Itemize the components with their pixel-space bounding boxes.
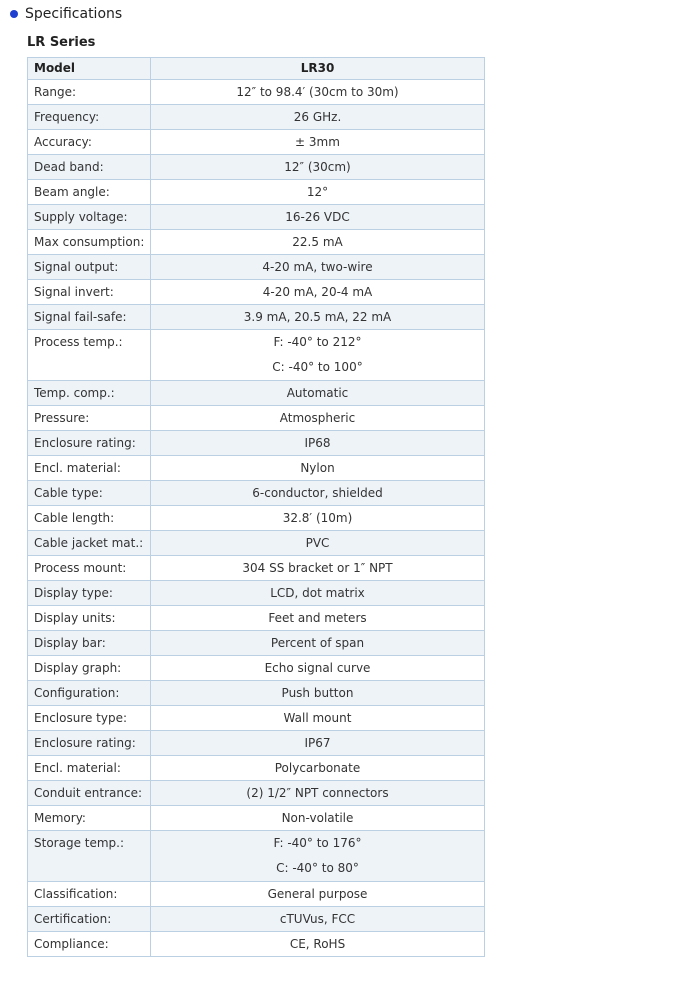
spec-value: PVC bbox=[151, 531, 485, 556]
spec-label: Enclosure type: bbox=[28, 706, 151, 731]
spec-label: Conduit entrance: bbox=[28, 781, 151, 806]
table-row bbox=[28, 556, 485, 581]
table-row bbox=[28, 130, 485, 155]
spec-label: Signal invert: bbox=[28, 280, 151, 305]
header-value: LR30 bbox=[151, 58, 485, 80]
spec-label: Supply voltage: bbox=[28, 205, 151, 230]
table-row bbox=[28, 456, 485, 481]
spec-value: General purpose bbox=[151, 882, 485, 907]
spec-value: 6-conductor, shielded bbox=[151, 481, 485, 506]
table-row bbox=[28, 230, 485, 255]
bullet-icon bbox=[10, 10, 18, 18]
spec-value-line: C: -40° to 80° bbox=[276, 861, 359, 875]
table-row bbox=[28, 831, 485, 882]
spec-label: Memory: bbox=[28, 806, 151, 831]
table-row bbox=[28, 531, 485, 556]
spec-value: Atmospheric bbox=[151, 406, 485, 431]
spec-label: Classification: bbox=[28, 882, 151, 907]
spec-value: 12″ to 98.4′ (30cm to 30m) bbox=[151, 80, 485, 105]
spec-label: Pressure: bbox=[28, 406, 151, 431]
spec-label: Range: bbox=[28, 80, 151, 105]
table-row bbox=[28, 481, 485, 506]
table-row bbox=[28, 330, 485, 381]
table-row bbox=[28, 406, 485, 431]
table-row bbox=[28, 681, 485, 706]
spec-value: Wall mount bbox=[151, 706, 485, 731]
spec-value: CE, RoHS bbox=[151, 932, 485, 957]
spec-value: 304 SS bracket or 1″ NPT bbox=[151, 556, 485, 581]
spec-value: IP67 bbox=[151, 731, 485, 756]
spec-label: Dead band: bbox=[28, 155, 151, 180]
table-row bbox=[28, 706, 485, 731]
spec-value: Feet and meters bbox=[151, 606, 485, 631]
spec-label: Temp. comp.: bbox=[28, 381, 151, 406]
spec-value: cTUVus, FCC bbox=[151, 907, 485, 932]
spec-label: Compliance: bbox=[28, 932, 151, 957]
spec-label: Process temp.: bbox=[28, 330, 151, 381]
table-row bbox=[28, 180, 485, 205]
table-row bbox=[28, 255, 485, 280]
spec-value: 4-20 mA, 20-4 mA bbox=[151, 280, 485, 305]
table-row bbox=[28, 932, 485, 957]
spec-value: Push button bbox=[151, 681, 485, 706]
spec-value: 26 GHz. bbox=[151, 105, 485, 130]
table-row bbox=[28, 431, 485, 456]
spec-label: Max consumption: bbox=[28, 230, 151, 255]
spec-value: Automatic bbox=[151, 381, 485, 406]
spec-value-line: F: -40° to 176° bbox=[273, 836, 362, 850]
spec-label: Signal output: bbox=[28, 255, 151, 280]
spec-value: 16-26 VDC bbox=[151, 205, 485, 230]
spec-label: Configuration: bbox=[28, 681, 151, 706]
spec-value: IP68 bbox=[151, 431, 485, 456]
spec-value: Non-volatile bbox=[151, 806, 485, 831]
spec-label: Cable jacket mat.: bbox=[28, 531, 151, 556]
spec-value: LCD, dot matrix bbox=[151, 581, 485, 606]
spec-value: Polycarbonate bbox=[151, 756, 485, 781]
table-row bbox=[28, 882, 485, 907]
spec-label: Accuracy: bbox=[28, 130, 151, 155]
spec-value: 22.5 mA bbox=[151, 230, 485, 255]
table-row bbox=[28, 305, 485, 330]
spec-value: 4-20 mA, two-wire bbox=[151, 255, 485, 280]
spec-label: Encl. material: bbox=[28, 456, 151, 481]
table-row bbox=[28, 606, 485, 631]
spec-value bbox=[151, 831, 485, 882]
spec-value: ± 3mm bbox=[151, 130, 485, 155]
table-header-row bbox=[28, 58, 485, 80]
spec-label: Signal fail-safe: bbox=[28, 305, 151, 330]
table-row bbox=[28, 506, 485, 531]
spec-value: 12° bbox=[151, 180, 485, 205]
series-title: LR Series bbox=[27, 35, 96, 50]
spec-value: 32.8′ (10m) bbox=[151, 506, 485, 531]
spec-value: 3.9 mA, 20.5 mA, 22 mA bbox=[151, 305, 485, 330]
spec-table-body bbox=[28, 80, 485, 957]
table-row bbox=[28, 105, 485, 130]
spec-label: Display bar: bbox=[28, 631, 151, 656]
spec-label: Display graph: bbox=[28, 656, 151, 681]
table-row bbox=[28, 781, 485, 806]
header-key: Model bbox=[28, 58, 151, 80]
table-row bbox=[28, 155, 485, 180]
table-row bbox=[28, 806, 485, 831]
table-row bbox=[28, 731, 485, 756]
spec-value: 12″ (30cm) bbox=[151, 155, 485, 180]
table-row bbox=[28, 205, 485, 230]
spec-label: Process mount: bbox=[28, 556, 151, 581]
table-row bbox=[28, 631, 485, 656]
spec-value-line: F: -40° to 212° bbox=[273, 335, 362, 349]
table-row bbox=[28, 581, 485, 606]
spec-label: Cable length: bbox=[28, 506, 151, 531]
spec-label: Encl. material: bbox=[28, 756, 151, 781]
table-row bbox=[28, 656, 485, 681]
table-row bbox=[28, 381, 485, 406]
spec-value-line: C: -40° to 100° bbox=[272, 360, 363, 374]
spec-label: Frequency: bbox=[28, 105, 151, 130]
spec-label: Enclosure rating: bbox=[28, 731, 151, 756]
section-title: Specifications bbox=[25, 6, 123, 22]
spec-value bbox=[151, 330, 485, 381]
spec-label: Beam angle: bbox=[28, 180, 151, 205]
spec-label: Certification: bbox=[28, 907, 151, 932]
spec-value: Echo signal curve bbox=[151, 656, 485, 681]
spec-label: Storage temp.: bbox=[28, 831, 151, 882]
spec-label: Display type: bbox=[28, 581, 151, 606]
section-heading bbox=[10, 6, 122, 22]
spec-table bbox=[27, 57, 485, 957]
table-row bbox=[28, 756, 485, 781]
spec-value: Percent of span bbox=[151, 631, 485, 656]
spec-value: Nylon bbox=[151, 456, 485, 481]
spec-value: (2) 1/2″ NPT connectors bbox=[151, 781, 485, 806]
spec-label: Cable type: bbox=[28, 481, 151, 506]
table-row bbox=[28, 80, 485, 105]
spec-label: Enclosure rating: bbox=[28, 431, 151, 456]
table-row bbox=[28, 280, 485, 305]
table-row bbox=[28, 907, 485, 932]
spec-label: Display units: bbox=[28, 606, 151, 631]
